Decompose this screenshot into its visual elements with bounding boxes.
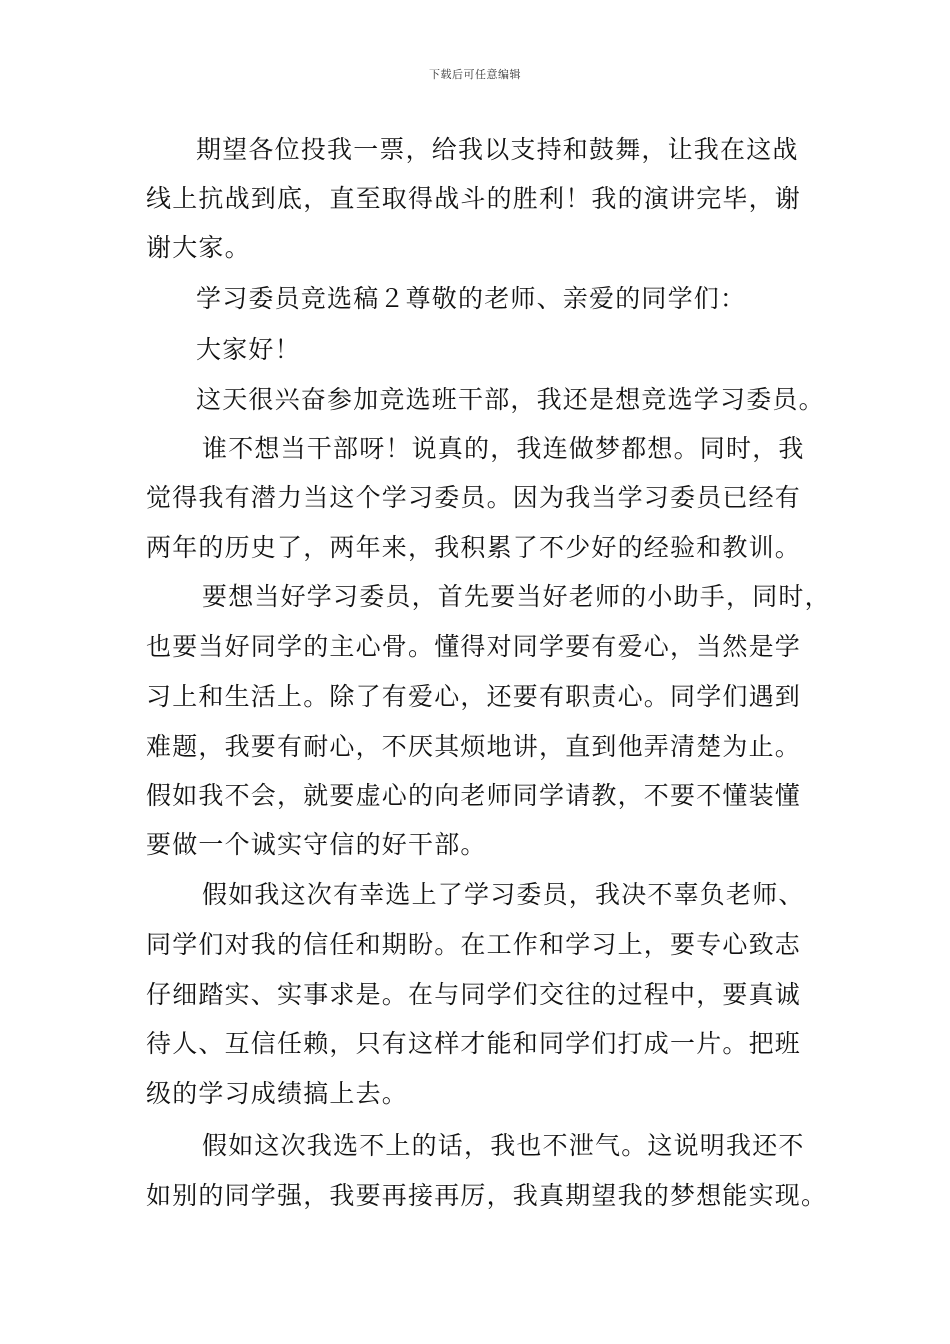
- body-line: 要做一个诚实守信的好干部。: [146, 830, 487, 859]
- body-line: 如别的同学强，我要再接再厉，我真期望我的梦想能实现。: [146, 1181, 828, 1210]
- body-line: 假如我不会，就要虚心的向老师同学请教，不要不懂装懂: [146, 781, 802, 810]
- body-line: 同学们对我的信任和期盼。在工作和学习上，要专心致志: [146, 930, 802, 959]
- body-line: 谁不想当干部呀！说真的，我连做梦都想。同时，我: [202, 434, 805, 463]
- body-line: 谢大家。: [146, 233, 251, 262]
- body-line: 线上抗战到底，直至取得战斗的胜利！我的演讲完毕，谢: [146, 184, 802, 213]
- body-line: 难题，我要有耐心，不厌其烦地讲，直到他弄清楚为止。: [146, 732, 802, 761]
- page-header: 下载后可任意编辑: [429, 68, 521, 81]
- body-line: 这天很兴奋参加竞选班干部，我还是想竞选学习委员。: [196, 385, 825, 414]
- body-line: 习上和生活上。除了有爱心，还要有职责心。同学们遇到: [146, 682, 802, 711]
- body-line: 期望各位投我一票，给我以支持和鼓舞，让我在这战: [196, 135, 799, 164]
- body-line: 也要当好同学的主心骨。懂得对同学要有爱心，当然是学: [146, 632, 802, 661]
- body-line: 仔细踏实、实事求是。在与同学们交往的过程中，要真诚: [146, 980, 802, 1009]
- body-line: 大家好！: [196, 335, 301, 364]
- body-line: 觉得我有潜力当这个学习委员。因为我当学习委员已经有: [146, 483, 802, 512]
- body-line: 要想当好学习委员，首先要当好老师的小助手，同时，: [202, 582, 831, 611]
- body-line: 级的学习成绩搞上去。: [146, 1079, 409, 1108]
- body-line: 假如我这次有幸选上了学习委员，我决不辜负老师、: [202, 880, 805, 909]
- body-line: 学习委员竞选稿２尊敬的老师、亲爱的同学们：: [196, 284, 747, 313]
- body-line: 待人、互信任赖，只有这样才能和同学们打成一片。把班: [146, 1029, 802, 1058]
- body-line: 假如这次我选不上的话，我也不泄气。这说明我还不: [202, 1131, 805, 1160]
- body-line: 两年的历史了，两年来，我积累了不少好的经验和教训。: [146, 533, 802, 562]
